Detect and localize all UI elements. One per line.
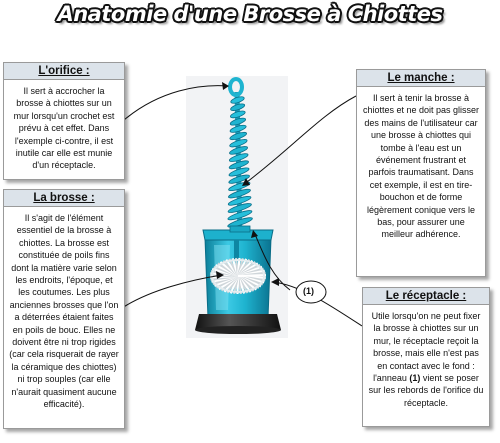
manche-heading: Le manche : — [357, 70, 485, 87]
ring-1 — [230, 226, 250, 232]
manche-panel — [356, 69, 486, 277]
receptacle-text-part2: vient se poser sur les rebords de l'orifice du réceptacle. — [368, 373, 484, 408]
orifice-heading: L'orifice : — [4, 63, 124, 80]
brosse-text: Il s'agit de l'élément essentiel de la brosse à chiottes. La brosse est constituée de poils fins dont la matière varie selon les endroits, l'époque, et les coutumes. Les plus anciennes brosses que l'on a déterrées étaient faites en poils de bouc. Elles ne doivent être ni trop rigides (car cela risquerait de rayer la céramique des chiottes) ni trop souples (car elle n'aurait quasiment aucune efficacité). — [9, 213, 119, 410]
receptacle-text — [363, 305, 489, 411]
ring-callout-label: (1) — [303, 286, 314, 296]
brosse-panel — [3, 189, 125, 429]
orifice-text: Il sert à accrocher la brosse à chiottes sur un mur lorsqu'un crochet est prévu à cet effet. Dans l'exemple ci-contre, il est inutile car elle est munie d'un réceptacle. — [13, 86, 115, 171]
receptacle-heading: Le réceptacle : — [363, 288, 489, 305]
base — [195, 314, 281, 334]
receptacle-text-bold: (1) — [409, 373, 421, 384]
orifice-panel — [3, 62, 125, 180]
receptacle-text-part1: Utile lorsqu'on ne peut fixer la brosse à chiottes sur un mur, le réceptacle reçoit la brosse, mais elle n'est pas en contact avec le fond : l'anneau — [371, 311, 481, 384]
page-title: Anatomie d'une Brosse à Chiottes — [57, 2, 443, 26]
manche-text: Il sert à tenir la brosse à chiottes et ne doit pas glisser des mains de l'utilisateur car une brosse à chiottes qui tombe à l'eau est un événement frustrant et parfois traumatisant. Dans cet exemple, il est en tire-bouchon et de forme légèrement conique vers le bas, pour assurer une meilleur adhérence. — [362, 93, 480, 240]
receptacle-panel — [362, 287, 490, 427]
brosse-heading: La brosse : — [4, 190, 124, 207]
